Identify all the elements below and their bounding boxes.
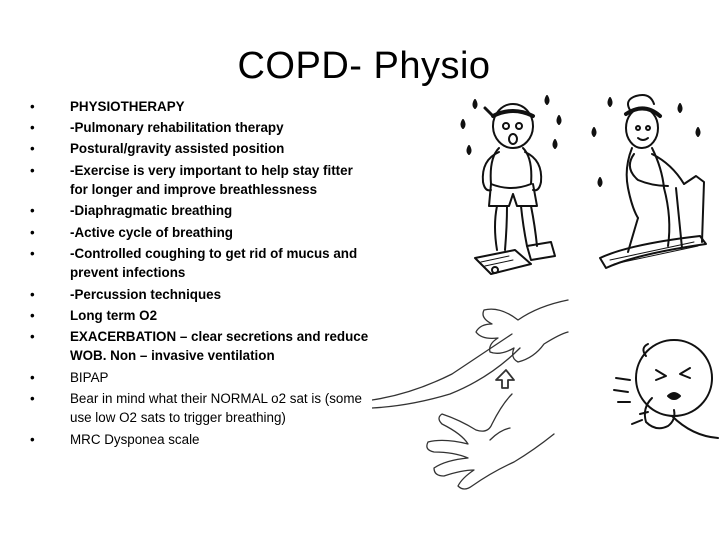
bullet-item: • Bear in mind what their NORMAL o2 sat is (some use low O2 sats to trigger breathing) <box>30 389 370 428</box>
bullet-item: • -Percussion techniques <box>30 285 370 305</box>
bullet-item: • Long term O2 <box>30 306 370 326</box>
bullet-item: • BIPAP <box>30 368 370 388</box>
bullet-item: • Postural/gravity assisted position <box>30 139 370 159</box>
bullet-list <box>30 97 370 451</box>
bullet-item: • -Diaphragmatic breathing <box>30 201 370 221</box>
bullet-item: • -Active cycle of breathing <box>30 223 370 243</box>
bullet-item: • PHYSIOTHERAPY <box>30 97 370 117</box>
bullet-item: • MRC Dysponea scale <box>30 430 370 450</box>
exercise-stepper-cartoon-icon <box>455 88 575 283</box>
slide-title: COPD- Physio <box>237 45 491 87</box>
bullet-item: • -Pulmonary rehabilitation therapy <box>30 118 370 138</box>
bullet-item: • EXACERBATION – clear secretions and reduce WOB. Non – invasive ventilation <box>30 327 370 366</box>
exercise-treadmill-cartoon-icon <box>580 88 720 278</box>
hand-percussion-icon <box>372 290 572 490</box>
bullet-item: • -Exercise is very important to help stay fitter for longer and improve breathlessness <box>30 161 370 200</box>
coughing-face-cartoon-icon <box>612 318 722 448</box>
bullet-item: • -Controlled coughing to get rid of mucus and prevent infections <box>30 244 370 283</box>
